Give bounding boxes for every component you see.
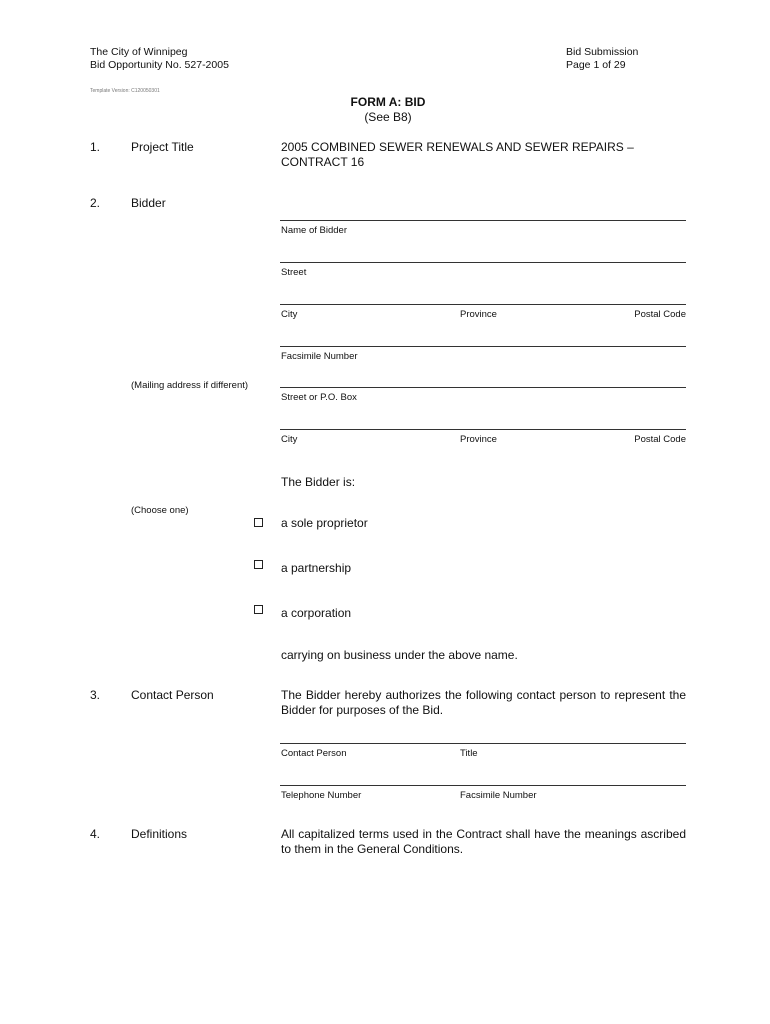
section-1-number: 1. bbox=[90, 140, 101, 154]
partnership-checkbox[interactable] bbox=[254, 560, 263, 569]
section-3-number: 3. bbox=[90, 688, 101, 702]
section-1-label: Project Title bbox=[131, 140, 194, 154]
section-4-label: Definitions bbox=[131, 827, 188, 841]
mailing-province-label: Province bbox=[460, 434, 497, 445]
province-label: Province bbox=[460, 309, 497, 320]
mailing-address-note: (Mailing address if different) bbox=[131, 380, 249, 391]
section-2-label: Bidder bbox=[131, 196, 166, 210]
street-field[interactable] bbox=[280, 262, 686, 263]
header-page: Page 1 of 29 bbox=[566, 59, 626, 71]
name-of-bidder-label: Name of Bidder bbox=[281, 225, 348, 236]
mailing-city-field[interactable] bbox=[280, 429, 686, 430]
carrying-on-text: carrying on business under the above name. bbox=[281, 648, 518, 662]
name-of-bidder-field[interactable] bbox=[280, 220, 686, 221]
choose-one-note: (Choose one) bbox=[131, 505, 189, 516]
form-title: FORM A: BID bbox=[350, 95, 426, 109]
telephone-number-label: Telephone Number bbox=[281, 790, 362, 801]
fax-field[interactable] bbox=[280, 346, 686, 347]
contact-person-label: Contact Person bbox=[281, 748, 347, 759]
contact-title-label: Title bbox=[460, 748, 478, 759]
sole-proprietor-label: a sole proprietor bbox=[281, 516, 368, 530]
city-label: City bbox=[281, 309, 298, 320]
corporation-label: a corporation bbox=[281, 606, 352, 620]
postal-code-label: Postal Code bbox=[634, 309, 686, 320]
header-bid-opportunity: Bid Opportunity No. 527-2005 bbox=[90, 59, 229, 71]
bidder-is-label: The Bidder is: bbox=[281, 475, 356, 489]
header-submission: Bid Submission bbox=[566, 46, 639, 58]
city-province-postal-field[interactable] bbox=[280, 304, 686, 305]
project-title-line2: CONTRACT 16 bbox=[281, 155, 365, 169]
mailing-street-label: Street or P.O. Box bbox=[281, 392, 357, 403]
section-2-number: 2. bbox=[90, 196, 101, 210]
form-subtitle: (See B8) bbox=[364, 110, 412, 124]
section-4-number: 4. bbox=[90, 827, 101, 841]
contact-authorization-text: The Bidder hereby authorizes the following contact person to represent the Bidder for purposes of the Bid. bbox=[281, 688, 686, 717]
section-3-label: Contact Person bbox=[131, 688, 214, 702]
contact-person-field[interactable] bbox=[280, 743, 686, 744]
street-label: Street bbox=[281, 267, 307, 278]
fax-label: Facsimile Number bbox=[281, 351, 358, 362]
corporation-checkbox[interactable] bbox=[254, 605, 263, 614]
partnership-label: a partnership bbox=[281, 561, 352, 575]
contact-phone-fax-field[interactable] bbox=[280, 785, 686, 786]
definitions-text: All capitalized terms used in the Contract shall have the meanings ascribed to them in the General Conditions. bbox=[281, 827, 686, 856]
contact-fax-label: Facsimile Number bbox=[460, 790, 537, 801]
template-version: Template Version: C120050301 bbox=[90, 88, 160, 94]
project-title-line1: 2005 COMBINED SEWER RENEWALS AND SEWER REPAIRS – bbox=[281, 140, 634, 154]
mailing-postal-code-label: Postal Code bbox=[634, 434, 686, 445]
mailing-city-label: City bbox=[281, 434, 298, 445]
mailing-street-field[interactable] bbox=[280, 387, 686, 388]
sole-proprietor-checkbox[interactable] bbox=[254, 518, 263, 527]
header-org: The City of Winnipeg bbox=[90, 46, 188, 58]
